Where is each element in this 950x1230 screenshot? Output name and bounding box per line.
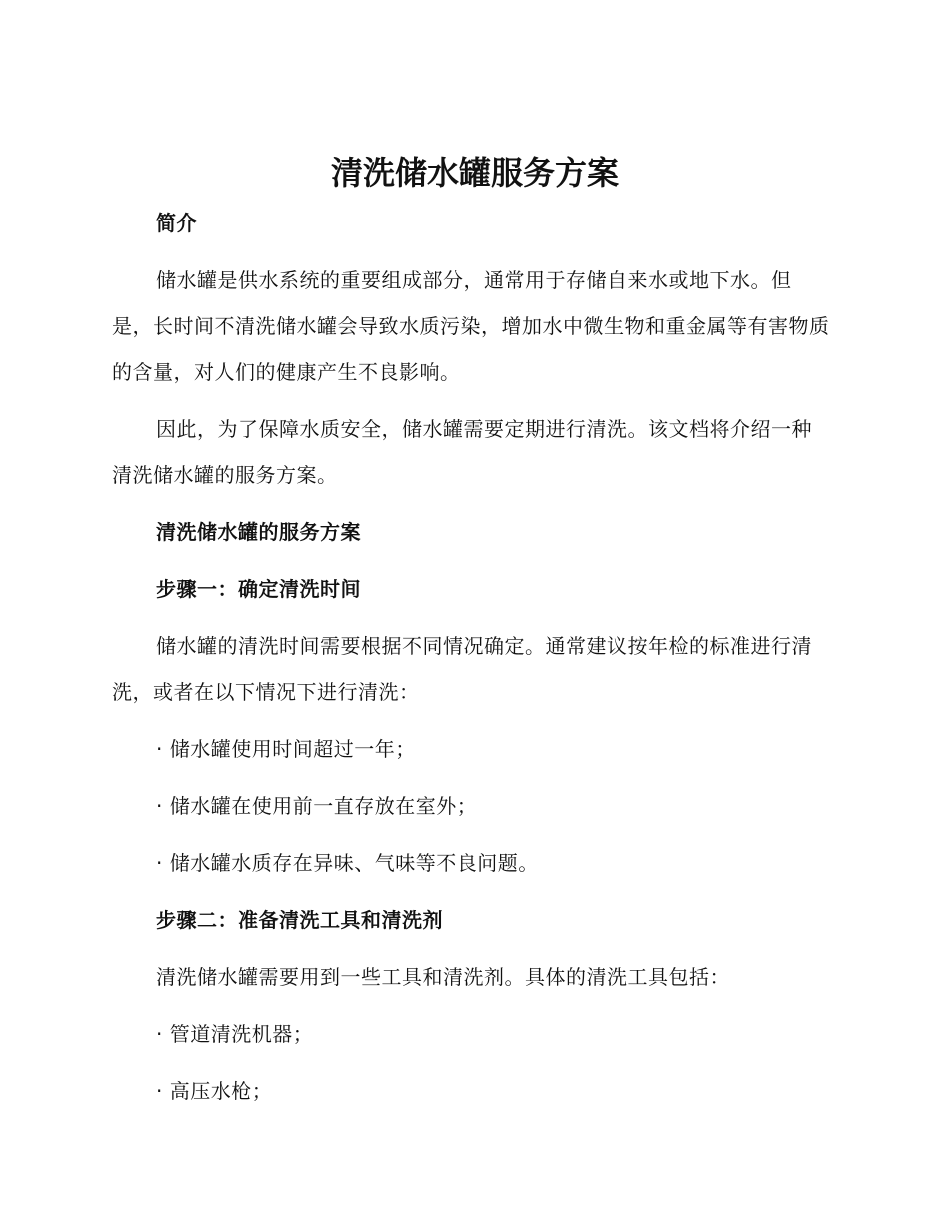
step-heading-2: 步骤二：准备清洗工具和清洗剂 [156, 908, 443, 932]
list-item: · 储水罐水质存在异味、气味等不良问题。 [156, 851, 539, 875]
document-body [112, 200, 832, 1125]
step-heading-1: 步骤一：确定清洗时间 [156, 577, 361, 601]
paragraph: 因此，为了保障水质安全，储水罐需要定期进行清洗。该文档将介绍一种清洗储水罐的服务方案。 [112, 417, 812, 487]
list-item: · 高压水枪； [156, 1079, 273, 1103]
list-item: · 储水罐使用时间超过一年； [156, 737, 416, 761]
document-title: 清洗储水罐服务方案 [330, 154, 619, 192]
paragraph: 储水罐的清洗时间需要根据不同情况确定。通常建议按年检的标准进行清洗，或者在以下情况下进行清洗： [112, 634, 812, 704]
paragraph: 清洗储水罐需要用到一些工具和清洗剂。具体的清洗工具包括： [156, 965, 730, 989]
list-item: · 管道清洗机器； [156, 1022, 314, 1046]
paragraph: 储水罐是供水系统的重要组成部分，通常用于存储自来水或地下水。但是，长时间不清洗储水罐会导致水质污染，增加水中微生物和重金属等有害物质的含量，对人们的健康产生不良影响。 [112, 268, 830, 384]
section-heading-plan: 清洗储水罐的服务方案 [156, 520, 361, 544]
list-item: · 储水罐在使用前一直存放在室外； [156, 794, 478, 818]
section-heading-intro: 简介 [156, 211, 197, 235]
